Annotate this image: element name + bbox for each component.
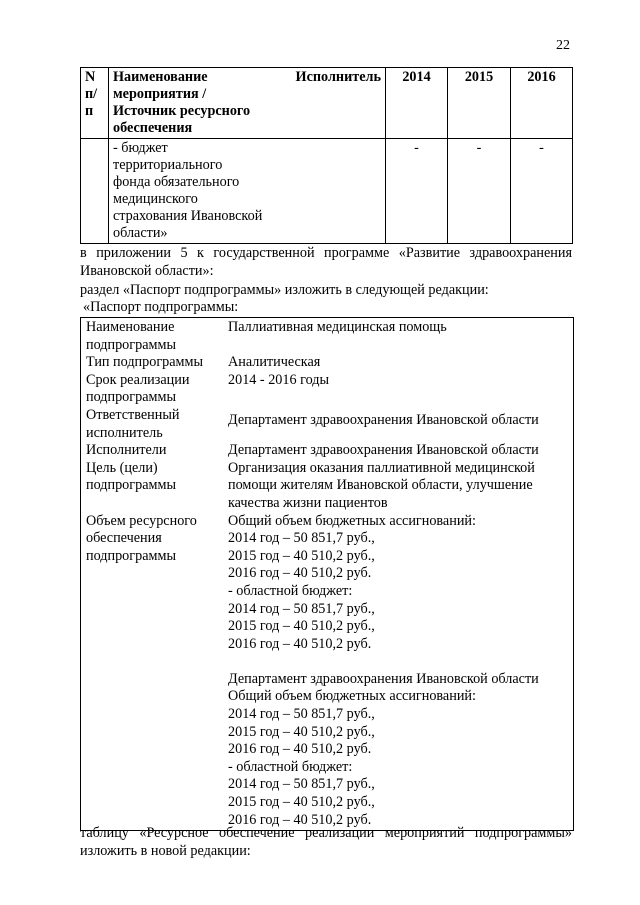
- value-resp: Департамент здравоохранения Ивановской области: [228, 411, 539, 428]
- label-goal: Цель (цели) подпрограммы: [86, 459, 176, 494]
- value-exec: Департамент здравоохранения Ивановской области: [228, 442, 539, 459]
- passport-row-exec: [86, 442, 568, 460]
- header-2014: 2014: [386, 68, 448, 139]
- table-header-row: [81, 68, 573, 139]
- label-term: Срок реализации подпрограммы: [86, 371, 190, 406]
- value-term: 2014 - 2016 годы: [228, 371, 330, 388]
- header-executor: Исполнитель: [295, 69, 381, 85]
- header-2015: 2015: [448, 68, 511, 139]
- paragraph-passport-title: «Паспорт подпрограммы:: [83, 299, 239, 315]
- paragraph-appendix: в приложении 5 к государственной программе «Развитие здравоохранения Ивановской области»:: [80, 245, 572, 279]
- label-resp: Ответственный исполнитель: [86, 406, 180, 441]
- passport-row-name: [86, 319, 568, 354]
- cell-name: - бюджет территориального фонда обязательного медицинского страхования Ивановской области»: [109, 139, 386, 244]
- cell-2014: -: [386, 139, 448, 244]
- table-row: [81, 139, 573, 244]
- passport-cell: [81, 318, 574, 831]
- header-num: N п/п: [81, 68, 109, 139]
- cell-2016: -: [511, 139, 573, 244]
- cell-num: [81, 139, 109, 244]
- value-goal: Организация оказания паллиативной медицинской помощи жителям Ивановской области, улучшение качества жизни пациентов: [228, 459, 535, 511]
- passport-table: [80, 317, 574, 831]
- label-exec: Исполнители: [86, 442, 167, 459]
- page-number: 22: [556, 38, 570, 53]
- cell-2015: -: [448, 139, 511, 244]
- passport-row-goal: [86, 460, 568, 513]
- label-volume: Объем ресурсного обеспечения подпрограммы: [86, 512, 197, 564]
- passport-row-volume: [86, 513, 568, 830]
- paragraph-section: раздел «Паспорт подпрограммы» изложить в следующей редакции:: [80, 282, 489, 298]
- paragraph-resource-table: таблицу «Ресурсное обеспечение реализации мероприятий подпрограммы» изложить в новой редакции:: [80, 825, 572, 859]
- header-name-executor: [109, 68, 386, 139]
- resource-table-fragment: [80, 67, 573, 244]
- header-name: Наименование мероприятия / Источник ресурсного обеспечения: [113, 69, 251, 136]
- passport-row-resp: [86, 407, 568, 442]
- header-2016: 2016: [511, 68, 573, 139]
- passport-row-type: [86, 354, 568, 372]
- value-name: Паллиативная медицинская помощь: [228, 319, 447, 335]
- label-name: Наименование подпрограммы: [86, 319, 176, 353]
- label-type: Тип подпрограммы: [86, 354, 204, 371]
- passport-row-term: [86, 372, 568, 407]
- value-type: Аналитическая: [228, 354, 321, 371]
- value-volume: Общий объем бюджетных ассигнований: 2014 год – 50 851,7 руб., 2015 год – 40 510,2 руб., 2016 год – 40 510,2 руб. - областной бюджет: 2014 год – 50 851,7 руб., 2015 год – 40 510,2 руб., 2016 год – 40 510,2 руб. Департамент здравоохранения Ивановской области Общий объем бюджетных ассигнований: 2014 год – 50 851,7 руб., 2015 год – 40 510,2 руб., 2016 год – 40 510,2 руб. - областной бюджет: 2014 год – 50 851,7 руб., 2015 год – 40 510,2 руб., 2016 год – 40 510,2 руб.: [228, 512, 539, 828]
